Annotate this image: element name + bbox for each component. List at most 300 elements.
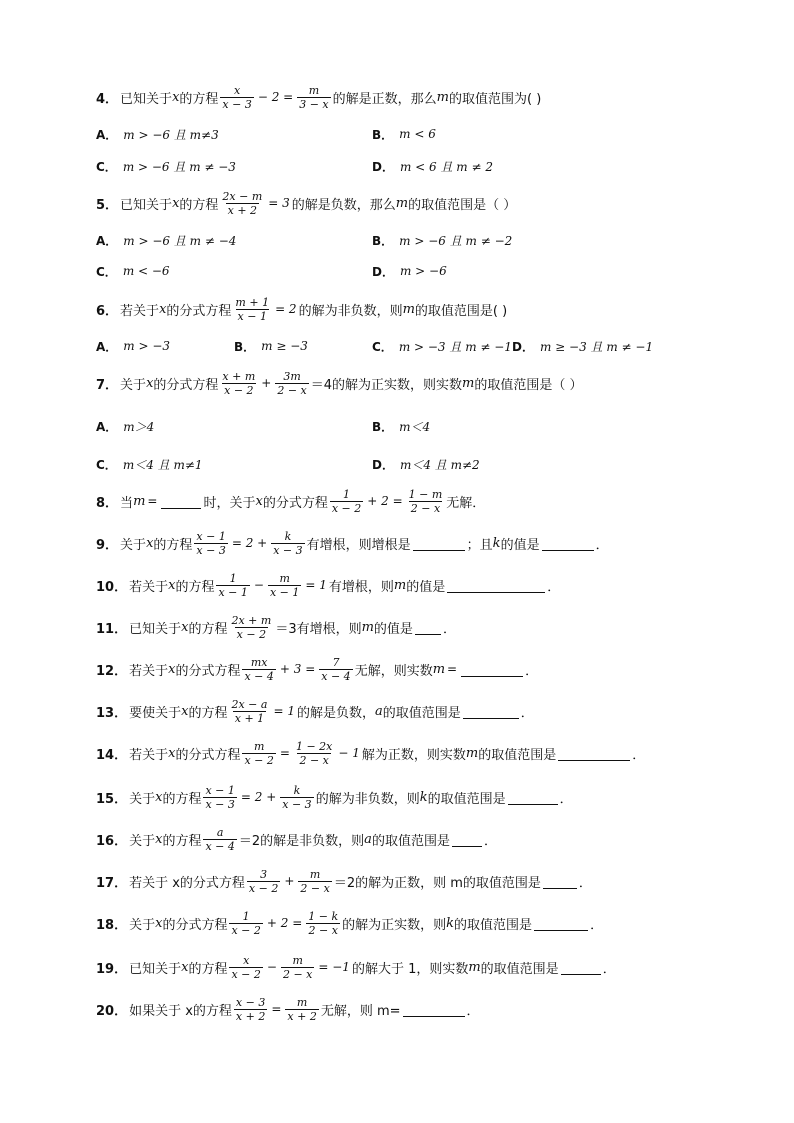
variable: m	[462, 375, 475, 391]
variable: x	[155, 831, 163, 847]
question-number: 8．	[96, 495, 119, 511]
question-text: 若关于	[129, 747, 169, 763]
question-text: 的解是负数，	[296, 705, 375, 721]
fraction-numerator: m	[309, 867, 321, 881]
fraction-denominator: 2 − x	[282, 967, 313, 981]
option-a[interactable]	[96, 230, 238, 250]
option-text: m < −6	[122, 264, 170, 278]
question-text: 解为正数，则实数	[361, 747, 466, 763]
fraction	[233, 296, 271, 323]
math-operator: = 2 +	[231, 536, 268, 550]
option-letter: D．	[372, 159, 394, 174]
fraction-numerator: 1 − 2x	[295, 739, 333, 753]
fraction-numerator: m	[279, 571, 290, 585]
variable: k	[492, 535, 501, 551]
question-text: 有增根，则	[328, 579, 394, 595]
question-number: 10．	[96, 579, 128, 595]
fraction	[242, 740, 275, 767]
question-text: 的解为正实数，则	[342, 917, 447, 933]
question-text: 的分式方程	[175, 747, 241, 763]
option-a[interactable]	[96, 124, 221, 144]
question-text: ＝2的解为正数，则 m的取值范围是	[333, 875, 541, 891]
variable: x	[155, 915, 163, 931]
question-text: 的分式方程	[262, 495, 328, 511]
fraction-numerator: m + 1	[235, 295, 270, 309]
option-text: m > −6 且 m ≠ −4	[123, 233, 237, 248]
fraction-denominator: x − 2	[331, 501, 362, 515]
question-15	[96, 780, 573, 814]
fraction-denominator: x + 2	[227, 203, 258, 217]
math-operator: =	[147, 494, 158, 508]
question-text: 关于	[129, 791, 156, 807]
fraction-numerator: 3m	[283, 369, 301, 383]
question-text: 有增根，则增根是	[306, 537, 411, 553]
answer-blank[interactable]	[543, 874, 577, 889]
math-operator: −	[253, 578, 264, 592]
question-9	[96, 526, 609, 560]
option-text: m > −6 且 m ≠ −3	[122, 159, 236, 174]
question-text: 的取值范围是	[480, 961, 559, 977]
fraction-denominator: 3 − x	[299, 97, 329, 111]
fraction-denominator: x − 1	[237, 309, 267, 323]
fraction	[229, 614, 273, 641]
fraction-numerator: x − 3	[235, 995, 266, 1009]
question-text: 的方程	[179, 197, 219, 213]
option-b[interactable]	[372, 416, 432, 436]
fraction	[280, 784, 313, 811]
option-letter: C．	[372, 339, 393, 354]
question-16	[96, 822, 497, 856]
option-text: m＜4 且 m≠2	[399, 457, 480, 472]
option-letter: C．	[96, 159, 117, 174]
question-text: ．	[547, 579, 561, 595]
question-text: 的方程	[153, 537, 193, 553]
fraction	[203, 826, 236, 853]
question-text: 的取值范围是（ ）	[474, 377, 583, 393]
option-text: m＜4 且 m≠1	[122, 457, 203, 472]
fraction-denominator: x − 2	[244, 753, 274, 767]
fraction-denominator: x − 3	[273, 543, 303, 557]
question-10	[96, 568, 560, 602]
question-text: ；且	[466, 537, 493, 553]
fraction	[229, 698, 269, 725]
question-text: ．	[466, 1003, 480, 1019]
fraction-denominator: 2 − x	[410, 501, 441, 515]
answer-blank[interactable]	[534, 916, 588, 931]
question-text: 的解是正数，那么	[332, 91, 437, 107]
variable: x	[255, 493, 263, 509]
question-text: 的分式方程	[153, 377, 219, 393]
fraction-denominator: x − 3	[282, 797, 312, 811]
option-text: m＞4	[123, 419, 155, 434]
question-number: 11．	[96, 621, 128, 637]
question-number: 18．	[96, 917, 128, 933]
fraction-denominator: x − 2	[231, 923, 261, 937]
answer-blank[interactable]	[508, 790, 558, 805]
math-operator: =	[271, 1002, 282, 1016]
option-letter: B．	[372, 233, 394, 248]
answer-blank[interactable]	[415, 620, 441, 635]
option-d[interactable]	[372, 261, 449, 281]
fraction	[234, 996, 267, 1023]
question-text: 的取值范围是	[478, 747, 557, 763]
fraction	[247, 868, 280, 895]
question-text: ．	[559, 791, 573, 807]
fraction	[285, 996, 318, 1023]
math-operator: +	[284, 874, 295, 888]
fraction-numerator: 1	[229, 571, 237, 585]
fraction	[294, 740, 334, 767]
fraction	[220, 190, 264, 217]
option-text: m > −6 且 m ≠ −2	[399, 233, 513, 248]
question-text: 已知关于	[129, 621, 182, 637]
fraction	[242, 656, 275, 683]
question-text: 的取值范围是	[382, 705, 461, 721]
question-text: 当	[120, 495, 134, 511]
question-text: 的方程	[188, 621, 228, 637]
math-operator: +	[261, 376, 272, 390]
question-text: ．	[525, 663, 539, 679]
question-text: 的方程	[162, 791, 202, 807]
fraction-denominator: x − 1	[269, 585, 300, 599]
question-19	[96, 950, 616, 984]
question-11	[96, 610, 456, 644]
question-text: 时，关于	[203, 495, 256, 511]
question-text: 的分式方程	[166, 303, 232, 319]
question-text: ．	[595, 537, 609, 553]
fraction-numerator: m	[296, 995, 308, 1009]
fraction	[297, 84, 330, 111]
question-text: 的方程	[175, 579, 215, 595]
math-operator: = −1	[318, 960, 350, 974]
question-text: 的值是	[373, 621, 413, 637]
variable: x	[172, 89, 180, 105]
fraction-denominator: x − 3	[222, 97, 252, 111]
question-number: 14．	[96, 747, 128, 763]
fraction-numerator: k	[293, 783, 301, 797]
fraction-numerator: m	[253, 739, 265, 753]
variable: m	[436, 89, 449, 105]
fraction	[330, 488, 363, 515]
question-number: 20．	[96, 1003, 128, 1019]
fraction-numerator: x − 1	[205, 783, 235, 797]
fraction	[194, 530, 227, 557]
fraction-numerator: 3	[260, 867, 268, 881]
question-text: 的取值范围是（ ）	[408, 197, 517, 213]
question-number: 15．	[96, 791, 128, 807]
question-text: 的值是	[500, 537, 540, 553]
fraction-numerator: k	[284, 529, 292, 543]
option-text: m > −6 且 m≠3	[123, 127, 219, 142]
math-operator: + 3 =	[279, 662, 316, 676]
question-text: ＝2的解是非负数，则	[238, 833, 365, 849]
math-operator: = 3	[268, 196, 290, 210]
fraction-numerator: 1	[343, 487, 351, 501]
fraction-numerator: 7	[332, 655, 340, 669]
option-a[interactable]	[96, 416, 156, 436]
math-operator: =	[279, 746, 290, 760]
fraction-denominator: 2 − x	[299, 753, 329, 767]
question-14	[96, 736, 645, 770]
question-8	[96, 484, 485, 518]
fraction	[216, 572, 249, 599]
fraction-numerator: x	[243, 953, 250, 967]
math-operator: + 2 =	[367, 494, 403, 508]
option-letter: B．	[372, 127, 394, 142]
option-c[interactable]	[96, 156, 238, 176]
answer-blank[interactable]	[161, 494, 201, 509]
fraction-denominator: x − 3	[205, 797, 235, 811]
option-letter: C．	[96, 457, 117, 472]
fraction-denominator: x − 1	[218, 585, 248, 599]
fraction-denominator: x − 4	[244, 669, 274, 683]
question-number: 13．	[96, 705, 128, 721]
fraction-numerator: m	[308, 83, 320, 97]
question-text: 若关于	[129, 579, 169, 595]
fraction	[271, 530, 304, 557]
question-text: 的方程	[188, 961, 228, 977]
answer-blank[interactable]	[447, 578, 545, 593]
option-letter: A．	[96, 127, 118, 142]
question-text: 关于	[129, 833, 156, 849]
fraction-denominator: x − 2	[248, 881, 279, 895]
option-text: m > −6	[399, 264, 447, 278]
question-text: 的解大于 1，则实数	[351, 961, 469, 977]
question-13	[96, 694, 534, 728]
fraction-denominator: 2 − x	[277, 383, 307, 397]
fraction-numerator: 1 − k	[308, 909, 339, 923]
variable: m	[395, 195, 409, 211]
question-text: 的取值范围是	[427, 791, 506, 807]
question-17	[96, 864, 592, 898]
variable: x	[168, 745, 176, 761]
answer-blank[interactable]	[452, 832, 482, 847]
option-b[interactable]	[234, 336, 310, 356]
question-number: 6．	[96, 303, 119, 319]
option-text: m > −3	[123, 339, 171, 353]
question-7	[96, 366, 583, 400]
question-number: 4．	[96, 91, 119, 107]
variable: x	[155, 789, 163, 805]
answer-blank[interactable]	[461, 662, 523, 677]
option-text: m < 6 且 m ≠ 2	[399, 159, 493, 174]
fraction-denominator: x + 2	[235, 1009, 266, 1023]
question-text: ．	[520, 705, 534, 721]
question-text: 的解为非负数，则	[315, 791, 420, 807]
fraction-numerator: 1 − m	[408, 487, 443, 501]
question-18	[96, 906, 603, 940]
question-text: ＝3有增根，则	[275, 621, 362, 637]
answer-blank[interactable]	[558, 746, 630, 761]
option-letter: A．	[96, 419, 118, 434]
option-letter: A．	[96, 233, 118, 248]
question-text: 的分式方程	[175, 663, 241, 679]
math-operator: − 1	[338, 746, 360, 760]
option-text: m＜4	[399, 419, 431, 434]
fraction	[298, 868, 331, 895]
fraction-numerator: x + m	[222, 369, 256, 383]
fraction-denominator: x − 4	[321, 669, 351, 683]
question-text: 已知关于	[120, 197, 173, 213]
fraction	[306, 910, 340, 937]
variable: x	[159, 301, 167, 317]
question-text: 若关于	[120, 303, 160, 319]
fraction-denominator: x − 4	[205, 839, 235, 853]
fraction	[268, 572, 301, 599]
question-text: 无解，则实数	[354, 663, 433, 679]
option-text: m ≥ −3	[261, 339, 308, 353]
question-number: 17．	[96, 875, 128, 891]
fraction	[281, 954, 314, 981]
question-text: 的解为非负数，则	[298, 303, 403, 319]
variable: k	[419, 789, 428, 805]
math-operator: = 1	[273, 704, 295, 718]
fraction-denominator: x − 2	[224, 383, 254, 397]
fraction	[229, 910, 262, 937]
option-d[interactable]	[372, 156, 495, 176]
question-6	[96, 292, 507, 326]
question-text: ＝4的解为正实数，则实数	[310, 377, 463, 393]
answer-blank[interactable]	[403, 1002, 465, 1017]
math-operator: − 2 =	[257, 90, 294, 104]
fraction	[407, 488, 445, 515]
fraction-denominator: x − 3	[196, 543, 226, 557]
fraction-denominator: x − 2	[236, 627, 267, 641]
math-operator: = 2	[275, 302, 297, 316]
fraction-numerator: m	[292, 953, 303, 967]
question-number: 5．	[96, 197, 119, 213]
variable: k	[446, 915, 455, 931]
fraction-numerator: 2x − m	[222, 189, 263, 203]
variable: x	[168, 577, 176, 593]
option-text: m ≥ −3 且 m ≠ −1	[539, 339, 654, 354]
option-letter: A．	[96, 339, 118, 354]
variable: x	[146, 375, 154, 391]
question-text: 的分式方程	[162, 917, 228, 933]
variable: x	[168, 661, 176, 677]
option-text: m < 6	[399, 127, 436, 141]
question-text: 的取值范围是	[371, 833, 450, 849]
fraction	[319, 656, 352, 683]
math-operator: =	[447, 662, 458, 676]
math-operator: = 1	[305, 578, 327, 592]
question-text: ．	[590, 917, 604, 933]
option-b[interactable]	[372, 124, 438, 144]
fraction-numerator: 2x − a	[231, 697, 268, 711]
question-text: ．	[578, 875, 592, 891]
option-c[interactable]	[372, 336, 514, 356]
question-text: ．	[442, 621, 456, 637]
option-a[interactable]	[96, 336, 172, 356]
option-letter: D．	[512, 339, 534, 354]
answer-blank[interactable]	[561, 960, 601, 975]
question-number: 7．	[96, 377, 119, 393]
fraction	[220, 370, 257, 397]
question-text: 要使关于	[129, 705, 182, 721]
option-c[interactable]	[96, 454, 205, 474]
variable: m	[133, 493, 146, 509]
fraction	[275, 370, 308, 397]
fraction-numerator: 1	[242, 909, 250, 923]
question-text: ．	[483, 833, 497, 849]
question-text: 已知关于	[129, 961, 182, 977]
question-text: 的方程	[179, 91, 219, 107]
variable: m	[393, 577, 407, 593]
math-operator: + 2 =	[266, 916, 303, 930]
variable: m	[468, 959, 481, 975]
question-text: 无解，则 m=	[320, 1003, 401, 1019]
variable: m	[361, 619, 374, 635]
question-text: 的取值范围是	[454, 917, 533, 933]
fraction-denominator: 2 − x	[308, 923, 338, 937]
fraction-numerator: x − 1	[196, 529, 226, 543]
option-letter: D．	[372, 264, 394, 279]
answer-blank[interactable]	[542, 536, 594, 551]
option-letter: D．	[372, 457, 394, 472]
question-text: 若关于	[129, 663, 169, 679]
question-number: 19．	[96, 961, 128, 977]
question-text: 无解．	[446, 495, 486, 511]
option-letter: C．	[96, 264, 117, 279]
question-12	[96, 652, 538, 686]
variable: x	[172, 195, 180, 211]
fraction-numerator: mx	[250, 655, 268, 669]
question-text: 的方程	[188, 705, 228, 721]
question-5	[96, 186, 516, 220]
question-text: ．	[632, 747, 646, 763]
question-text: ．	[602, 961, 616, 977]
question-text: 的取值范围是( )	[414, 303, 508, 319]
fraction-numerator: 2x + m	[231, 613, 272, 627]
fraction-denominator: x − 2	[231, 967, 261, 981]
option-d[interactable]	[372, 454, 482, 474]
answer-blank[interactable]	[463, 704, 519, 719]
fraction-denominator: x + 1	[234, 711, 265, 725]
fraction-numerator: x	[234, 83, 241, 97]
question-text: 关于	[120, 377, 147, 393]
variable: m	[465, 745, 479, 761]
variable: a	[364, 831, 372, 847]
variable: m	[432, 661, 446, 677]
variable: x	[181, 619, 189, 635]
question-number: 9．	[96, 537, 119, 553]
question-text: 的值是	[406, 579, 446, 595]
math-operator: = 2 +	[240, 790, 277, 804]
question-number: 16．	[96, 833, 128, 849]
fraction	[203, 784, 236, 811]
option-letter: B．	[372, 419, 394, 434]
fraction	[220, 84, 253, 111]
question-text: 若关于 x的分式方程	[129, 875, 245, 891]
question-4	[96, 80, 541, 114]
variable: m	[402, 301, 415, 317]
fraction-denominator: 2 − x	[300, 881, 330, 895]
option-b[interactable]	[372, 230, 514, 250]
math-operator: −	[266, 960, 277, 974]
option-c[interactable]	[96, 261, 172, 281]
variable: x	[181, 959, 189, 975]
question-text: 的取值范围为( )	[448, 91, 542, 107]
question-text: 如果关于 x的方程	[129, 1003, 232, 1019]
answer-blank[interactable]	[413, 536, 465, 551]
question-number: 12．	[96, 663, 128, 679]
variable: x	[146, 535, 154, 551]
variable: x	[181, 703, 189, 719]
question-text: 的方程	[162, 833, 202, 849]
option-d[interactable]	[512, 336, 655, 356]
question-20	[96, 992, 480, 1026]
question-text: 已知关于	[120, 91, 173, 107]
